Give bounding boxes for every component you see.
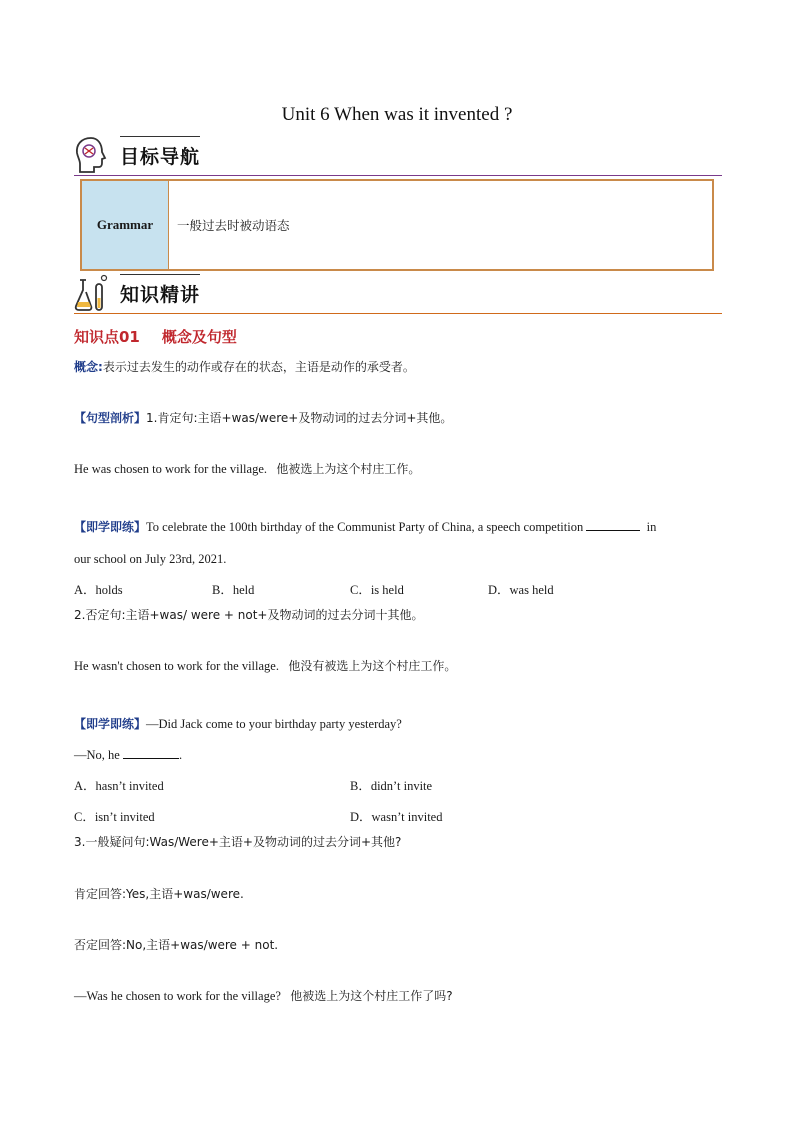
practice1-question-cont: our school on July 23rd, 2021.	[74, 552, 227, 566]
grammar-label: Grammar	[82, 181, 169, 269]
negative-rule: 2.否定句:主语+was/ were + not+及物动词的过去分词十其他。	[74, 608, 424, 622]
section-decor-line	[120, 136, 200, 137]
option-d: D．was held	[488, 583, 554, 597]
head-brain-icon	[74, 136, 108, 174]
option-b: B．didn’t invite	[350, 779, 433, 793]
practice1-text: To celebrate the 100th birthday of the Communist Party of China, a speech competition	[146, 520, 584, 534]
practice2-text: —Did Jack come to your birthday party yesterday?	[146, 717, 402, 731]
practice1-question	[74, 518, 724, 536]
option-a: A．holds	[74, 583, 123, 597]
analysis-line	[74, 409, 724, 427]
example-cn: 他被选上为这个村庄工作了吗?	[290, 989, 453, 1003]
concept-line	[74, 358, 724, 376]
affirmative-rule: 1.肯定句:主语+was/were+及物动词的过去分词+其他。	[146, 411, 453, 425]
section-rule	[74, 313, 722, 314]
knowledge-point-number: 知识点01	[74, 328, 140, 346]
answer-blank	[586, 518, 640, 531]
grammar-content: 一般过去时被动语态	[177, 218, 290, 233]
section-header-goal	[74, 136, 722, 176]
example-line-2	[74, 657, 724, 675]
section-title-knowledge: 知识精讲	[120, 284, 201, 306]
answer-blank	[123, 746, 179, 759]
practice1-options	[74, 581, 724, 599]
example-cn: 他没有被选上为这个村庄工作。	[288, 659, 457, 673]
option-d: D．wasn’t invited	[350, 810, 443, 824]
concept-tag: 概念:	[74, 360, 103, 374]
option-c: C．isn’t invited	[74, 810, 155, 824]
example-en: He was chosen to work for the village.	[74, 462, 267, 476]
option-c: C．is held	[350, 583, 404, 597]
section-rule	[74, 175, 722, 176]
example-en: —Was he chosen to work for the village?	[74, 989, 281, 1003]
option-b: B．held	[212, 583, 255, 597]
practice2-options-row2	[74, 808, 724, 826]
option-a: A．hasn’t invited	[74, 779, 164, 793]
knowledge-point-heading	[74, 326, 237, 347]
example-cn: 他被选上为这个村庄工作。	[276, 462, 421, 476]
lab-flask-icon	[74, 274, 108, 312]
analysis-tag: 【句型剖析】	[74, 411, 147, 425]
section-header-knowledge	[74, 274, 722, 314]
practice1-tag: 【即学即练】	[74, 520, 147, 534]
section-title-goal: 目标导航	[120, 146, 201, 168]
example-line-3	[74, 987, 724, 1005]
example-line-1	[74, 460, 724, 478]
section-decor-line	[120, 274, 200, 275]
knowledge-point-name: 概念及句型	[161, 328, 237, 346]
grammar-table	[80, 179, 714, 271]
page-title: Unit 6 When was it invented ?	[281, 104, 513, 125]
practice2-question	[74, 715, 724, 733]
concept-text: 表示过去发生的动作或存在的状态，主语是动作的承受者。	[102, 360, 415, 374]
example-en: He wasn't chosen to work for the village.	[74, 659, 279, 673]
no-answer-rule: 否定回答:No,主语+was/were + not.	[74, 938, 279, 952]
practice1-text-end: in	[646, 520, 657, 534]
practice2-options-row1	[74, 777, 724, 795]
yes-answer-rule: 肯定回答:Yes,主语+was/were.	[74, 887, 244, 901]
practice2-answer-line: —No, he .	[74, 748, 183, 762]
practice2-tag: 【即学即练】	[74, 717, 147, 731]
question-rule: 3.一般疑问句:Was/Were+主语+及物动词的过去分词+其他?	[74, 835, 402, 849]
